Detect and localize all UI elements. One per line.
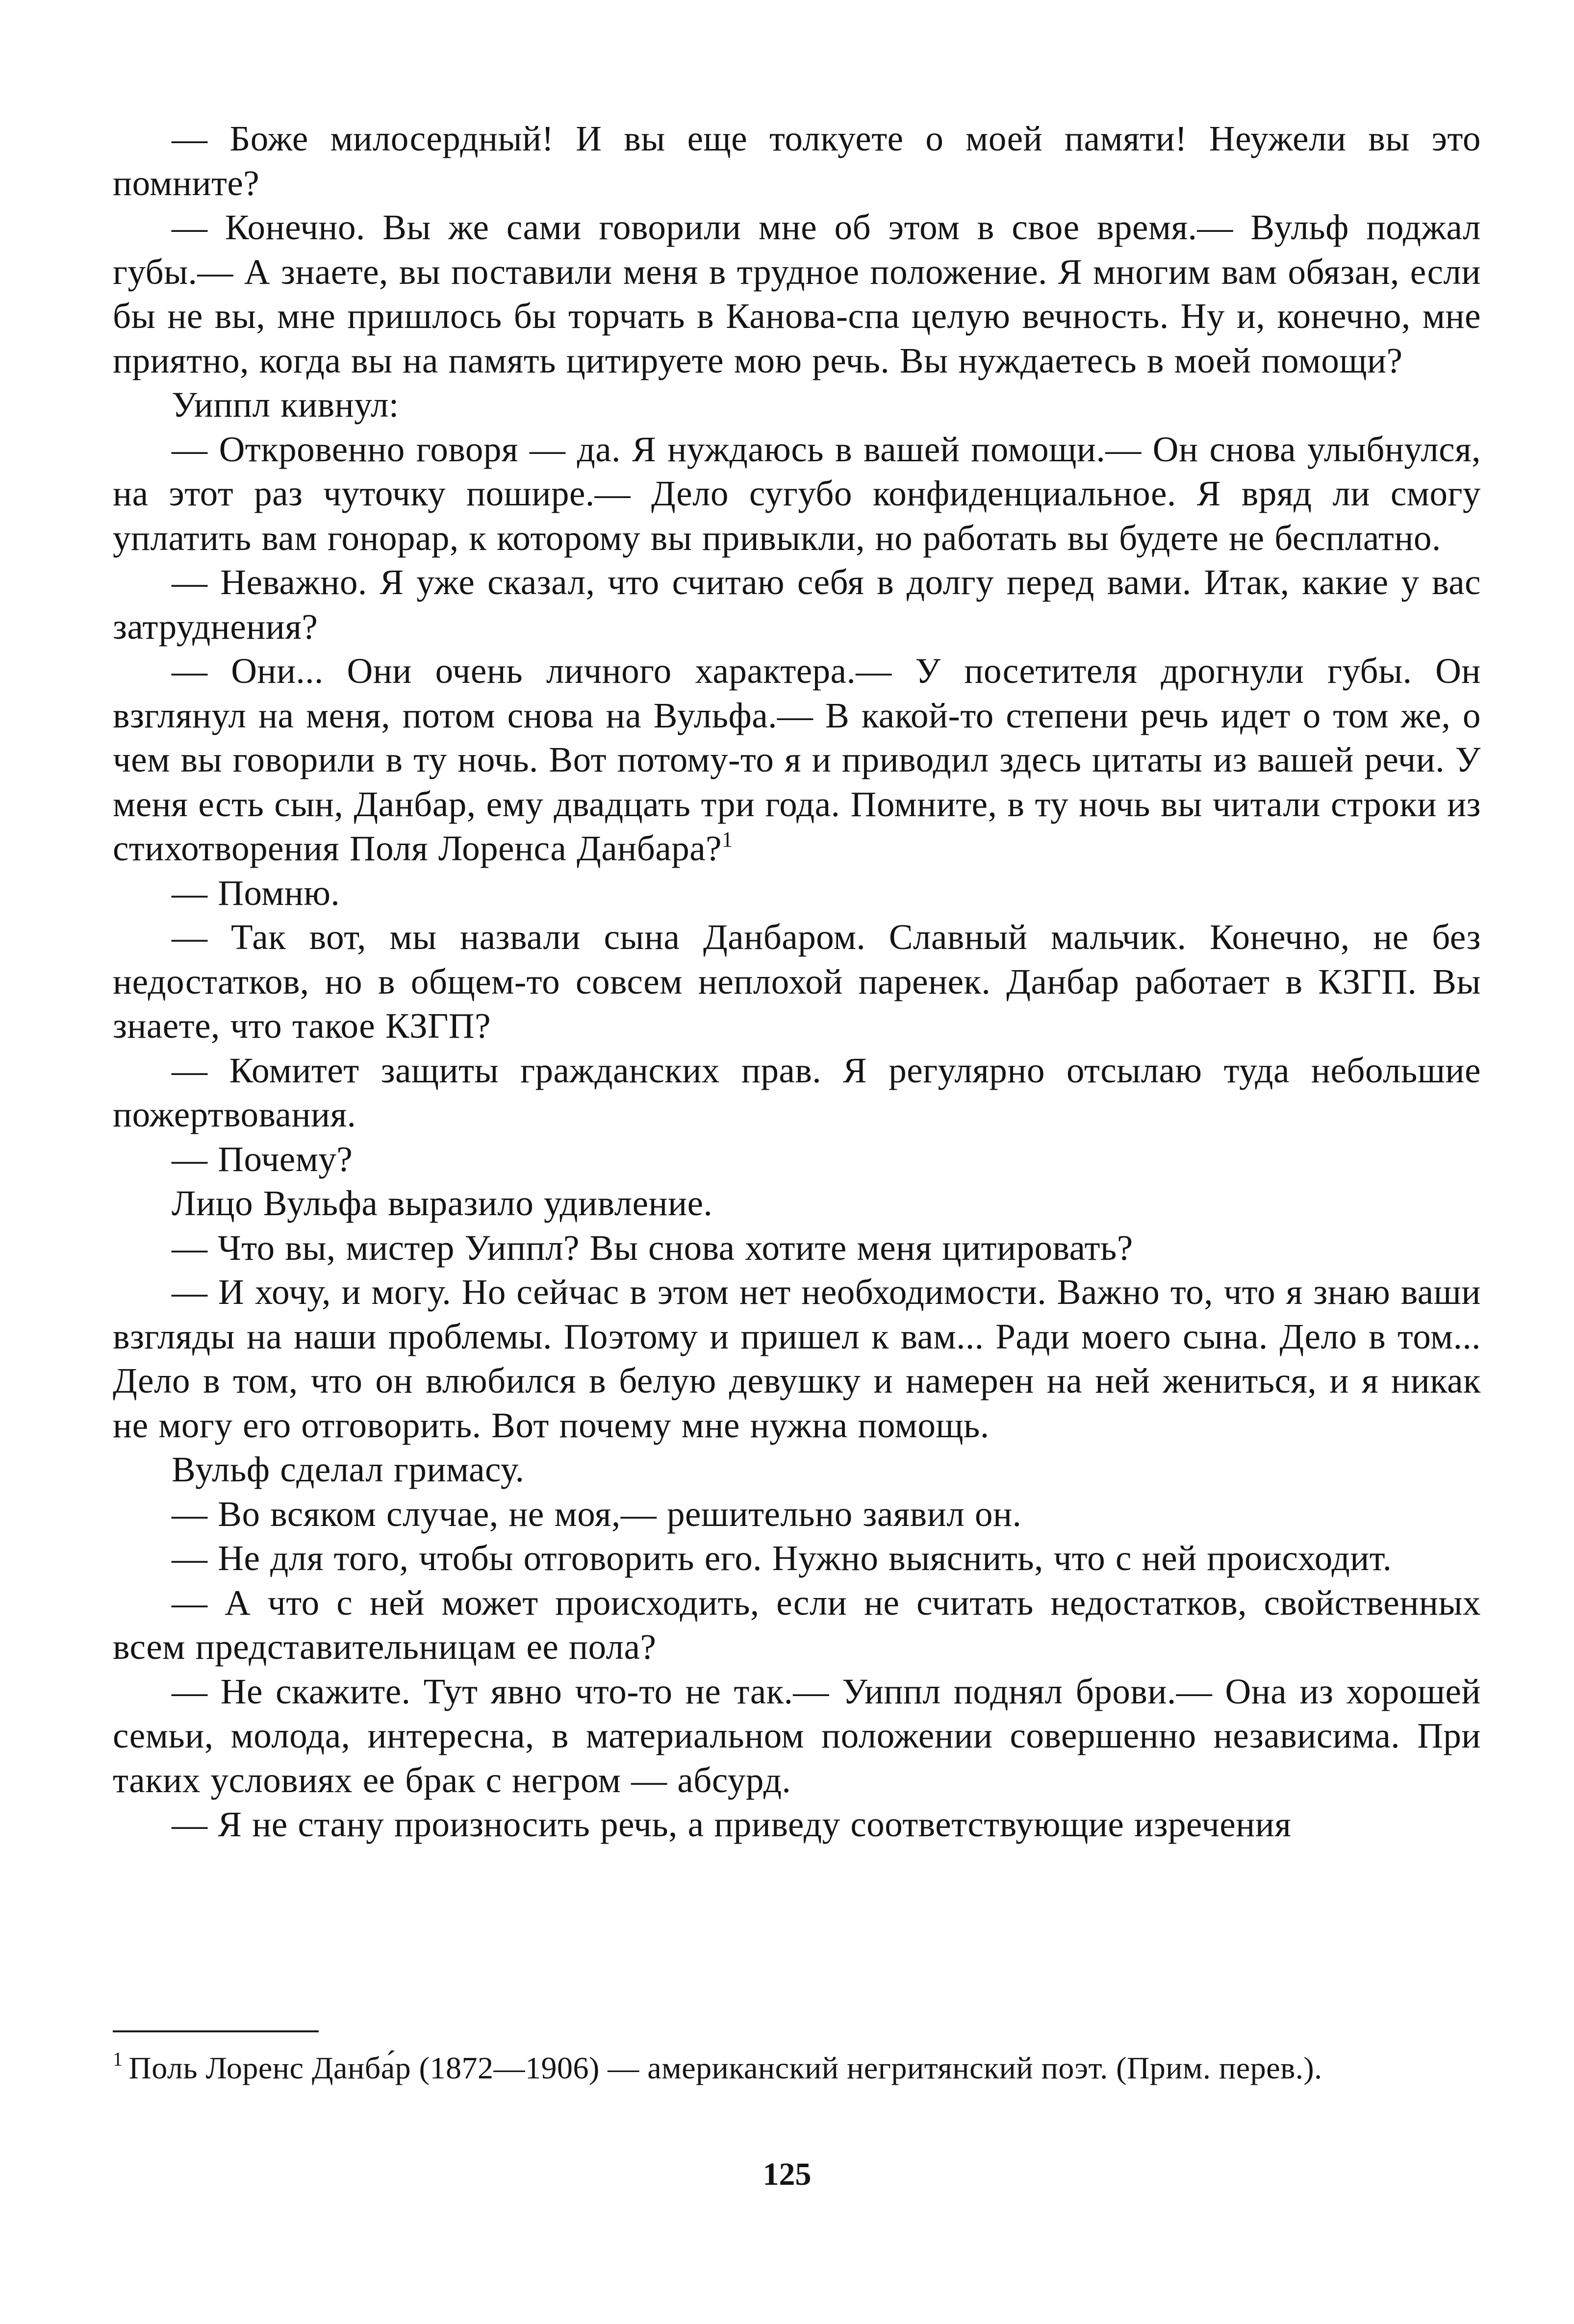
paragraph: — Не для того, чтобы отговорить его. Нужно выяснить, что с ней происходит. [172, 1538, 1392, 1578]
footnote-text: Поль Лоренс Данба́р (1872—1906) — американский негритянский поэт. (Прим. перев.). [128, 2050, 1322, 2085]
paragraph: Вульф сделал гримасу. [172, 1449, 525, 1489]
paragraph: — Что вы, мистер Уиппл? Вы снова хотите меня цитировать? [172, 1227, 1133, 1268]
paragraph: — Так вот, мы назвали сына Данбаром. Славный мальчик. Конечно, не без недостатков, но в общем-то совсем неплохой паренек. Данбар работает в КЗГП. Вы знаете, что такое КЗГП? [113, 917, 1481, 1046]
footnote-marker: 1 [113, 2048, 123, 2070]
footnote [113, 2048, 1481, 2088]
paragraph: — Почему? [172, 1139, 353, 1179]
paragraph-text: — Они... Они очень личного характера.— У посетителя дрогнули губы. Он взглянул на меня, потом снова на Вульфа.— В какой-то степени речь идет о том же, о чем вы говорили в ту ночь. Вот потому-то я и приводил здесь цитаты из вашей речи. У меня есть сын, Данбар, ему двадцать три года. Помните, в ту ночь вы читали строки из стихотворения Поля Лоренса Данбара? [113, 651, 1481, 868]
paragraph-with-footnote-ref [113, 649, 1481, 871]
paragraph: — Конечно. Вы же сами говорили мне об этом в свое время.— Вульф поджал губы.— А знаете, вы поставили меня в трудное положение. Я многим вам обязан, если бы не вы, мне пришлось бы торчать в Канова-спа целую вечность. Ну и, конечно, мне приятно, когда вы на память цитируете мою речь. Вы нуждаетесь в моей помощи? [113, 207, 1481, 380]
paragraph: — Комитет защиты гражданских прав. Я регулярно отсылаю туда небольшие пожертвования. [113, 1050, 1481, 1134]
main-text [113, 117, 1481, 1847]
paragraph: — Помню. [172, 873, 340, 913]
footnote-reference: 1 [722, 827, 733, 851]
paragraph: Уиппл кивнул: [172, 385, 399, 425]
paragraph: — Не скажите. Тут явно что-то не так.— Уиппл поднял брови.— Она из хорошей семьи, молода, интересна, в материальном положении совершенно независима. При таких условиях ее брак с негром — абсурд. [113, 1671, 1481, 1800]
paragraph: Лицо Вульфа выразило удивление. [172, 1183, 713, 1223]
paragraph: — Я не стану произносить речь, а приведу соответствующие изречения [172, 1804, 1292, 1844]
paragraph: — Боже милосердный! И вы еще толкуете о моей памяти! Неужели вы это помните? [113, 119, 1481, 203]
footnote-divider [113, 2030, 319, 2032]
paragraph: — И хочу, и могу. Но сейчас в этом нет необходимости. Важно то, что я знаю ваши взгляды на наши проблемы. Поэтому и пришел к вам... Ради моего сына. Дело в том... Дело в том, что он влюбился в белую девушку и намерен на ней жениться, и я никак не могу его отговорить. Вот почему мне нужна помощь. [113, 1272, 1481, 1445]
paragraph: — Откровенно говоря — да. Я нуждаюсь в вашей помощи.— Он снова улыбнулся, на этот раз чуточку пошире.— Дело сугубо конфиденциальное. Я вряд ли смогу уплатить вам гонорар, к которому вы привыкли, но работать вы будете не бесплатно. [113, 429, 1481, 558]
page-number: 125 [762, 2156, 812, 2192]
paragraph: — Во всяком случае, не моя,— решительно заявил он. [172, 1494, 1022, 1534]
paragraph: — А что с ней может происходить, если не считать недостатков, свойственных всем представительницам ее пола? [113, 1582, 1481, 1667]
paragraph: — Неважно. Я уже сказал, что считаю себя в долгу перед вами. Итак, какие у вас затруднения? [113, 562, 1481, 647]
